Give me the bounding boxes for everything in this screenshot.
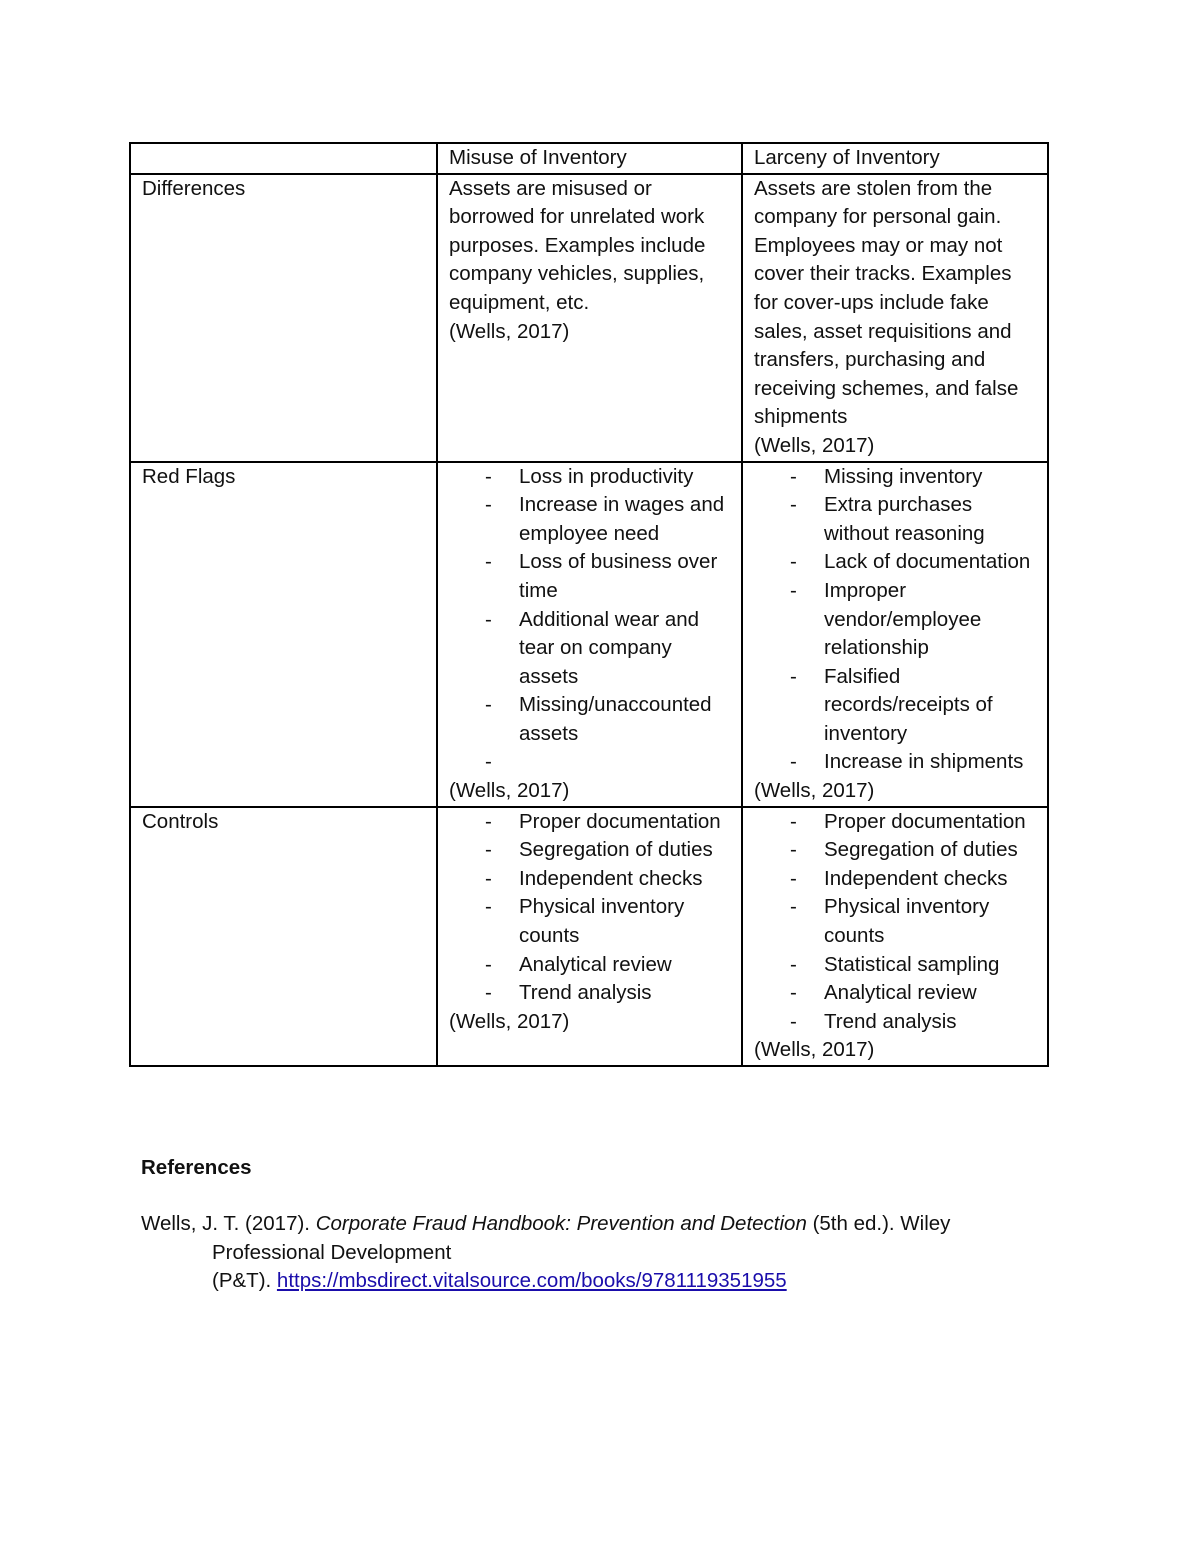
red-flags-misuse-list — [449, 463, 735, 778]
row-label-differences: Differences — [130, 174, 437, 462]
differences-misuse-text: Assets are misused or borrowed for unrelated work purposes. Examples include company vehicles, supplies, equipment, etc. — [449, 176, 706, 314]
differences-larceny-text: Assets are stolen from the company for personal gain. Employees may or may not cover their tracks. Examples for cover-ups include fake sales, asset requisitions and transfers, purchasing and receiving schemes, and false shipments — [754, 176, 1019, 429]
list-item: - Segregation of duties — [449, 836, 735, 865]
list-item: - Additional wear and tear on company assets — [449, 606, 735, 692]
list-item: - Improper vendor/employee relationship — [754, 577, 1041, 663]
reference-publisher-suffix: (P&T). — [212, 1269, 277, 1293]
controls-larceny-list — [754, 808, 1041, 1037]
differences-misuse-cell — [437, 174, 742, 462]
reference-title: Corporate Fraud Handbook: Prevention and Detection — [315, 1212, 807, 1235]
table-row-controls — [130, 807, 1048, 1066]
list-item: - Trend analysis — [754, 1008, 1041, 1037]
table-row-red-flags — [130, 462, 1048, 807]
list-item: - Loss in productivity — [449, 463, 735, 492]
list-item: - Extra purchases without reasoning — [754, 491, 1041, 548]
citation: (Wells, 2017) — [449, 1009, 570, 1033]
list-item: - Missing inventory — [754, 463, 1041, 492]
list-item: - Falsified records/receipts of inventory — [754, 663, 1041, 749]
list-item: - Independent checks — [449, 865, 735, 894]
comparison-table — [129, 142, 1049, 1067]
controls-larceny-cell — [742, 807, 1048, 1066]
red-flags-larceny-list — [754, 463, 1041, 778]
row-label-controls: Controls — [130, 807, 437, 1066]
list-item: - Independent checks — [754, 865, 1041, 894]
list-item: - Analytical review — [754, 979, 1041, 1008]
citation: (Wells, 2017) — [449, 319, 570, 343]
list-item: - Proper documentation — [754, 808, 1041, 837]
reference-authors: Wells, J. T. (2017). — [141, 1212, 316, 1235]
references-heading: References — [141, 1156, 252, 1179]
list-item: - Segregation of duties — [754, 836, 1041, 865]
reference-entry — [141, 1210, 1011, 1296]
reference-publisher-line: Professional Development — [212, 1240, 452, 1264]
red-flags-larceny-cell — [742, 462, 1048, 807]
reference-url-line — [141, 1267, 1011, 1296]
header-cell-misuse: Misuse of Inventory — [437, 143, 742, 174]
list-item: - Increase in shipments — [754, 748, 1041, 777]
header-cell-empty — [130, 143, 437, 174]
citation: (Wells, 2017) — [754, 779, 875, 803]
reference-edition: (5th ed.). Wiley — [806, 1212, 951, 1235]
controls-misuse-cell — [437, 807, 742, 1066]
list-item: - Physical inventory counts — [754, 893, 1041, 950]
list-item — [449, 748, 735, 777]
row-label-red-flags: Red Flags — [130, 462, 437, 807]
citation: (Wells, 2017) — [754, 433, 875, 457]
table-header-row — [130, 143, 1048, 174]
list-item: - Increase in wages and employee need — [449, 491, 735, 548]
list-item: - Physical inventory counts — [449, 893, 735, 950]
header-cell-larceny: Larceny of Inventory — [742, 143, 1048, 174]
list-item: - Missing/unaccounted assets — [449, 691, 735, 748]
red-flags-misuse-cell — [437, 462, 742, 807]
list-item: - Lack of documentation — [754, 548, 1041, 577]
controls-misuse-list — [449, 808, 735, 1008]
citation: (Wells, 2017) — [754, 1038, 875, 1062]
differences-larceny-cell — [742, 174, 1048, 462]
table-row-differences — [130, 174, 1048, 462]
citation: (Wells, 2017) — [449, 779, 570, 803]
reference-link[interactable]: https://mbsdirect.vitalsource.com/books/9781119351955 — [276, 1269, 787, 1293]
list-item: - Loss of business over time — [449, 548, 735, 605]
list-item: - Trend analysis — [449, 979, 735, 1008]
list-item: - Statistical sampling — [754, 951, 1041, 980]
list-item: - Analytical review — [449, 951, 735, 980]
list-item: - Proper documentation — [449, 808, 735, 837]
